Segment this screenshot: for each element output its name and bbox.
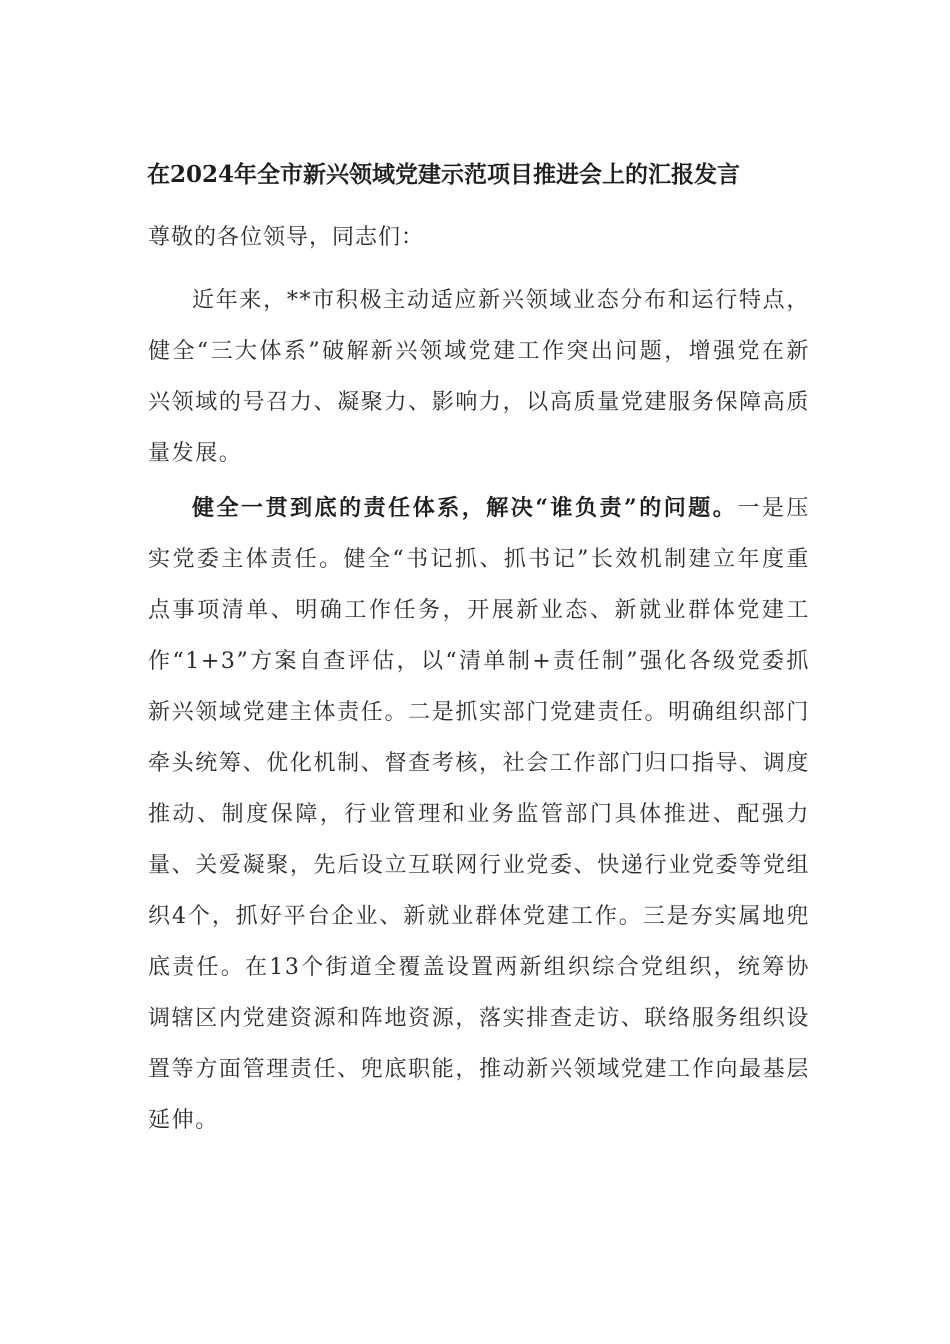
- paragraph-lead-heading: 健全一贯到底的责任体系，解决“谁负责”的问题。: [192, 495, 738, 521]
- paragraph-intro: [148, 275, 810, 479]
- document-title: 在2024年全市新兴领域党建示范项目推进会上的汇报发言: [147, 161, 741, 188]
- salutation: 尊敬的各位领导，同志们：: [148, 225, 425, 250]
- paragraph-responsibility-system: [148, 483, 810, 1146]
- paragraph-text: 近年来，**市积极主动适应新兴领域业态分布和运行特点，健全“三大体系”破解新兴领域党建工作突出问题，增强党在新兴领域的号召力、凝聚力、影响力，以高质量党建服务保障高质量发展。: [148, 288, 810, 466]
- paragraph-text: 一是压实党委主体责任。健全“书记抓、抓书记”长效机制建立年度重点事项清单、明确工作任务，开展新业态、新就业群体党建工作“1+3”方案自查评估，以“清单制+责任制”强化各级党委抓新兴领域党建主体责任。二是抓实部门党建责任。明确组织部门牵头统筹、优化机制、督查考核，社会工作部门归口指导、调度推动、制度保障，行业管理和业务监管部门具体推进、配强力量、关爱凝聚，先后设立互联网行业党委、快递行业党委等党组织4个，抓好平台企业、新就业群体党建工作。三是夯实属地兜底责任。在13个街道全覆盖设置两新组织综合党组织，统筹协调辖区内党建资源和阵地资源，落实排查走访、联络服务组织设置等方面管理责任、兜底职能，推动新兴领域党建工作向最基层延伸。: [148, 496, 810, 1133]
